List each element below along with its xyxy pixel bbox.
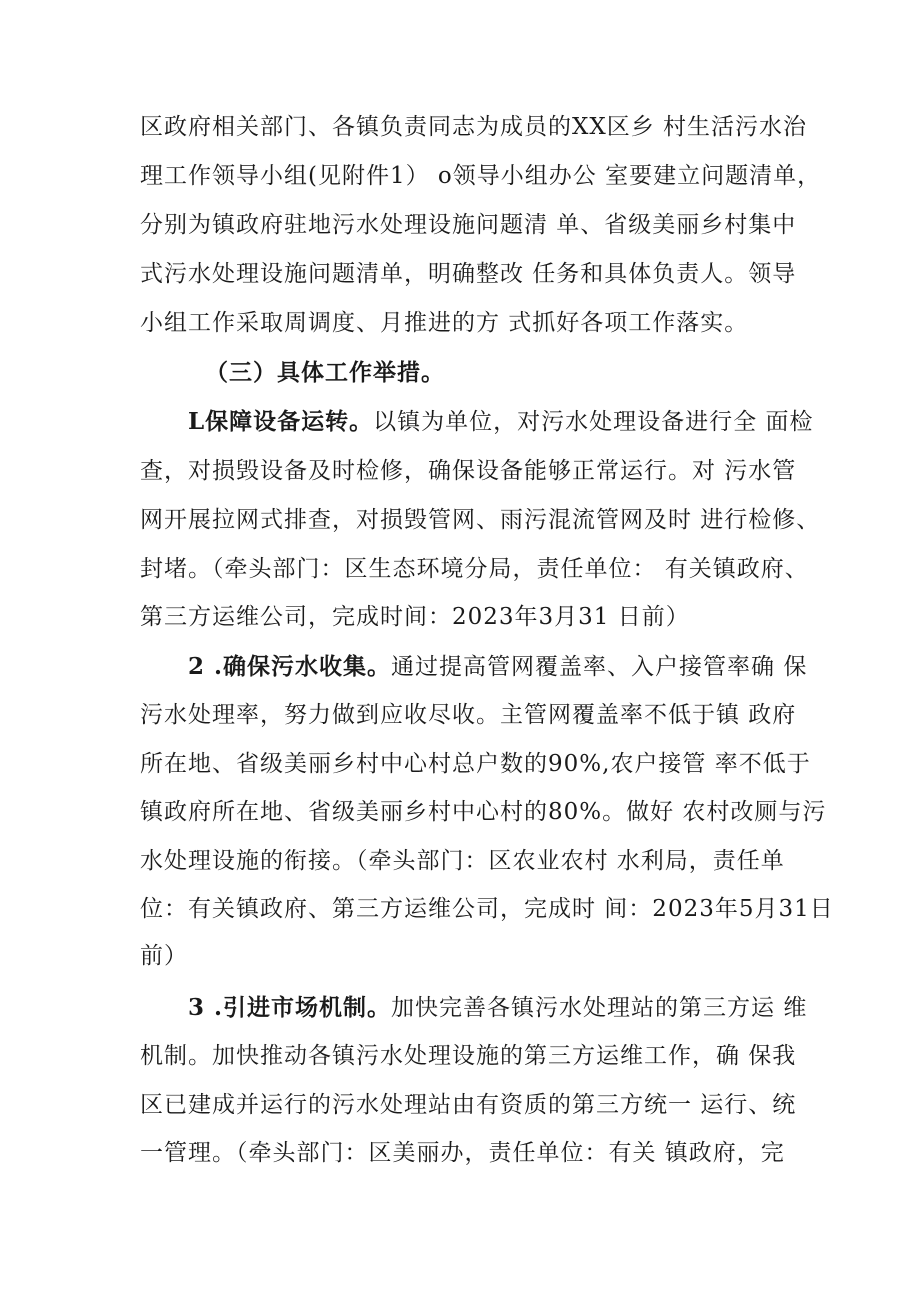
item-first-line (188, 993, 848, 1023)
item-lead: 3 .引进市场机制。 (188, 994, 392, 1021)
paragraph-line: 区政府相关部门、各镇负责同志为成员的XX区乡 村生活污水治 (140, 114, 808, 140)
paragraph-line: 机制。加快推动各镇污水处理设施的第三方运维工作，确 保我 (140, 1043, 797, 1069)
paragraph-line: 前） (140, 943, 188, 969)
paragraph-line: 位：有关镇政府、第三方运维公司，完成时 间：2023年5月31日 (140, 896, 834, 922)
paragraph-line: 网开展拉网式排查，对损毁管网、雨污混流管网及时 进行检修、 (140, 507, 821, 533)
paragraph-line: 式污水处理设施问题清单，明确整改 任务和具体负责人。领导 (140, 261, 797, 287)
paragraph-line: 水处理设施的衔接。（牵头部门：区农业农村 水利局，责任单 (140, 848, 785, 874)
paragraph-line: 查，对损毁设备及时检修，确保设备能够正常运行。对 污水管 (140, 458, 797, 484)
item-text: 以镇为单位，对污水处理设备进行全 面检 (373, 409, 814, 435)
item-lead: 2 .确保污水收集。 (188, 653, 392, 680)
paragraph-line: 封堵。（牵头部门：区生态环境分局，责任单位： 有关镇政府、 (140, 556, 809, 582)
paragraph-line: 镇政府所在地、省级美丽乡村中心村的80%。做好 农村改厕与污 (140, 799, 827, 825)
item-lead: L保障设备运转。 (188, 408, 374, 435)
paragraph-line: 区已建成并运行的污水处理站由有资质的第三方统一 运行、统 (140, 1092, 797, 1118)
paragraph-line: 理工作领导小组(见附件1） o领导小组办公 室要建立问题清单， (140, 163, 822, 189)
section-heading: （三）具体工作举措。 (205, 359, 445, 386)
paragraph-line: 小组工作采取周调度、月推进的方 式抓好各项工作落实。 (140, 310, 749, 336)
paragraph-line: 第三方运维公司，完成时间：2023年3月31 日前） (140, 604, 690, 630)
paragraph-line: 一管理。（牵头部门：区美丽办，责任单位：有关 镇政府，完 (140, 1140, 785, 1166)
paragraph-line: 分别为镇政府驻地污水处理设施问题清 单、省级美丽乡村集中 (140, 212, 797, 238)
item-first-line (188, 407, 848, 437)
item-text: 加快完善各镇污水处理站的第三方运 维 (391, 995, 808, 1021)
item-first-line (188, 652, 848, 682)
paragraph-line: 污水处理率，努力做到应收尽收。主管网覆盖率不低于镇 政府 (140, 702, 797, 728)
paragraph-line: 所在地、省级美丽乡村中心村总户数的90%,农户接管 率不低于 (140, 751, 811, 777)
item-text: 通过提高管网覆盖率、入户接管率确 保 (391, 654, 808, 680)
